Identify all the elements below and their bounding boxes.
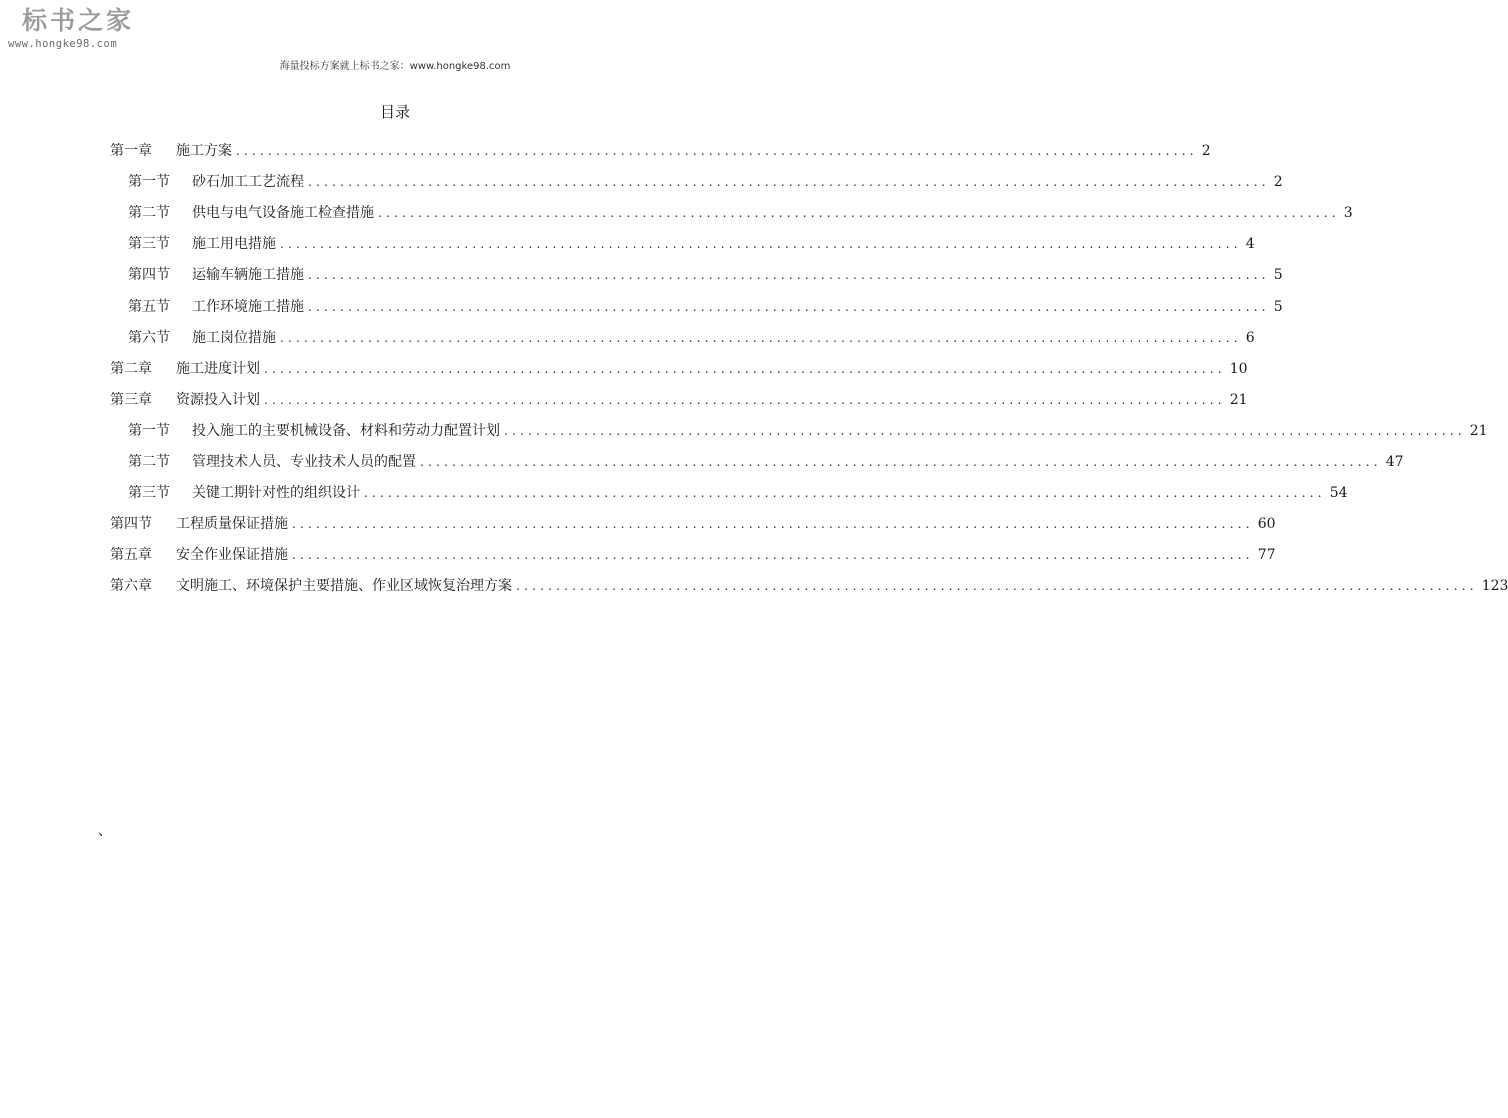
toc-leader-dots: ........................................................................................................................ <box>264 361 1226 376</box>
toc-entry-number: 第二节 <box>128 205 170 222</box>
toc-entry-label <box>110 516 288 532</box>
toc-entry-label <box>128 174 304 190</box>
toc-entry-number: 第二节 <box>128 454 170 471</box>
toc-entry[interactable] <box>110 408 1488 439</box>
toc-entry-title: 投入施工的主要机械设备、材料和劳动力配置计划 <box>192 422 500 439</box>
toc-entry-number: 第四节 <box>128 267 170 284</box>
toc-entry-page: 2 <box>1273 174 1283 191</box>
toc-entry[interactable] <box>110 221 1255 253</box>
toc-entry-page: 123 <box>1481 578 1508 595</box>
site-logo[interactable] <box>8 6 172 50</box>
toc-entry-number: 第三节 <box>128 485 170 502</box>
toc-leader-dots: ........................................................................................................................ <box>308 268 1270 283</box>
toc-leader-dots: ........................................................................................................................ <box>292 548 1254 563</box>
toc-entry[interactable] <box>110 501 1276 533</box>
table-of-contents <box>110 128 1508 595</box>
toc-entry-page: 77 <box>1257 547 1276 564</box>
toc-entry-page: 54 <box>1329 485 1348 502</box>
toc-entry-label <box>128 330 276 346</box>
toc-entry-title: 供电与电气设备施工检查措施 <box>192 205 374 222</box>
toc-leader-dots: ........................................................................................................................ <box>308 299 1270 314</box>
toc-entry-page: 21 <box>1229 391 1248 408</box>
toc-leader-dots: ........................................................................................................................ <box>236 144 1198 159</box>
toc-entry-page: 47 <box>1385 454 1404 471</box>
toc-entry-label <box>128 205 374 221</box>
toc-entry-number: 第五章 <box>110 547 152 564</box>
toc-entry-title: 施工岗位措施 <box>192 329 276 346</box>
toc-entry-title: 砂石加工工艺流程 <box>192 174 304 191</box>
toc-leader-dots: ........................................................................................................................ <box>504 423 1466 438</box>
toc-entry[interactable] <box>110 128 1211 160</box>
toc-entry-title: 施工进度计划 <box>176 360 260 377</box>
toc-entry-number: 第六节 <box>128 329 170 346</box>
toc-entry[interactable] <box>110 532 1276 564</box>
toc-entry-label <box>110 578 512 594</box>
toc-entry-page: 60 <box>1257 516 1276 533</box>
toc-entry[interactable] <box>110 439 1404 471</box>
toc-entry-title: 工程质量保证措施 <box>176 516 288 533</box>
toc-entry-label <box>110 361 260 377</box>
toc-leader-dots: ........................................................................................................................ <box>364 486 1326 501</box>
toc-leader-dots: ........................................................................................................................ <box>378 206 1340 221</box>
toc-entry-label <box>128 485 360 501</box>
toc-entry[interactable] <box>110 159 1283 191</box>
toc-entry-title: 管理技术人员、专业技术人员的配置 <box>192 454 416 471</box>
toc-leader-dots: ........................................................................................................................ <box>292 517 1254 532</box>
toc-entry-label <box>110 392 260 408</box>
toc-entry-number: 第六章 <box>110 578 152 595</box>
toc-entry[interactable] <box>110 377 1248 408</box>
toc-entry-page: 10 <box>1229 360 1248 377</box>
site-banner: 海量投标方案就上标书之家：www.hongke98.com <box>279 61 511 72</box>
logo-url: www.hongke98.com <box>8 38 118 50</box>
toc-entry-number: 第三节 <box>128 236 170 253</box>
toc-entry-label <box>110 143 232 159</box>
toc-entry[interactable] <box>110 283 1283 315</box>
toc-entry-page: 5 <box>1273 267 1283 284</box>
toc-entry[interactable] <box>110 346 1248 377</box>
toc-entry-number: 第一章 <box>110 143 152 160</box>
toc-entry-number: 第五节 <box>128 298 170 315</box>
toc-entry-title: 文明施工、环境保护主要措施、作业区域恢复治理方案 <box>176 578 512 595</box>
toc-entry-page: 21 <box>1469 422 1488 439</box>
toc-leader-dots: ........................................................................................................................ <box>308 175 1270 190</box>
toc-entry-label <box>128 454 416 470</box>
toc-entry-page: 3 <box>1343 205 1353 222</box>
toc-leader-dots: ........................................................................................................................ <box>516 579 1478 594</box>
toc-entry-title: 资源投入计划 <box>176 391 260 408</box>
toc-entry[interactable] <box>110 190 1353 222</box>
toc-entry-page: 4 <box>1245 236 1255 253</box>
toc-entry-title: 施工方案 <box>176 143 232 160</box>
toc-entry-title: 工作环境施工措施 <box>192 298 304 315</box>
page-title: 目录 <box>379 103 410 121</box>
toc-entry-number: 第二章 <box>110 360 152 377</box>
toc-entry-title: 关键工期针对性的组织设计 <box>192 485 360 502</box>
toc-entry[interactable] <box>110 315 1255 346</box>
toc-entry-title: 运输车辆施工措施 <box>192 267 304 284</box>
toc-entry-label <box>128 267 304 283</box>
toc-entry-label <box>128 299 304 315</box>
toc-entry-page: 5 <box>1273 298 1283 315</box>
toc-leader-dots: ........................................................................................................................ <box>280 330 1242 345</box>
toc-entry-label <box>128 236 276 252</box>
toc-entry-label <box>128 423 500 439</box>
toc-leader-dots: ........................................................................................................................ <box>280 237 1242 252</box>
toc-entry[interactable] <box>110 563 1508 595</box>
toc-entry-title: 安全作业保证措施 <box>176 547 288 564</box>
toc-entry-page: 2 <box>1201 143 1211 160</box>
toc-leader-dots: ........................................................................................................................ <box>420 455 1382 470</box>
toc-entry-label <box>110 547 288 563</box>
toc-entry-title: 施工用电措施 <box>192 236 276 253</box>
toc-entry-number: 第三章 <box>110 391 152 408</box>
toc-entry[interactable] <box>110 252 1283 284</box>
stray-punctuation: 、 <box>98 823 112 839</box>
toc-leader-dots: ........................................................................................................................ <box>264 392 1226 407</box>
toc-entry-number: 第一节 <box>128 422 170 439</box>
toc-entry-number: 第四节 <box>110 516 152 533</box>
logo-text: 标书之家 <box>22 6 135 35</box>
toc-entry[interactable] <box>110 470 1348 502</box>
toc-entry-number: 第一节 <box>128 174 170 191</box>
toc-entry-page: 6 <box>1245 329 1255 346</box>
